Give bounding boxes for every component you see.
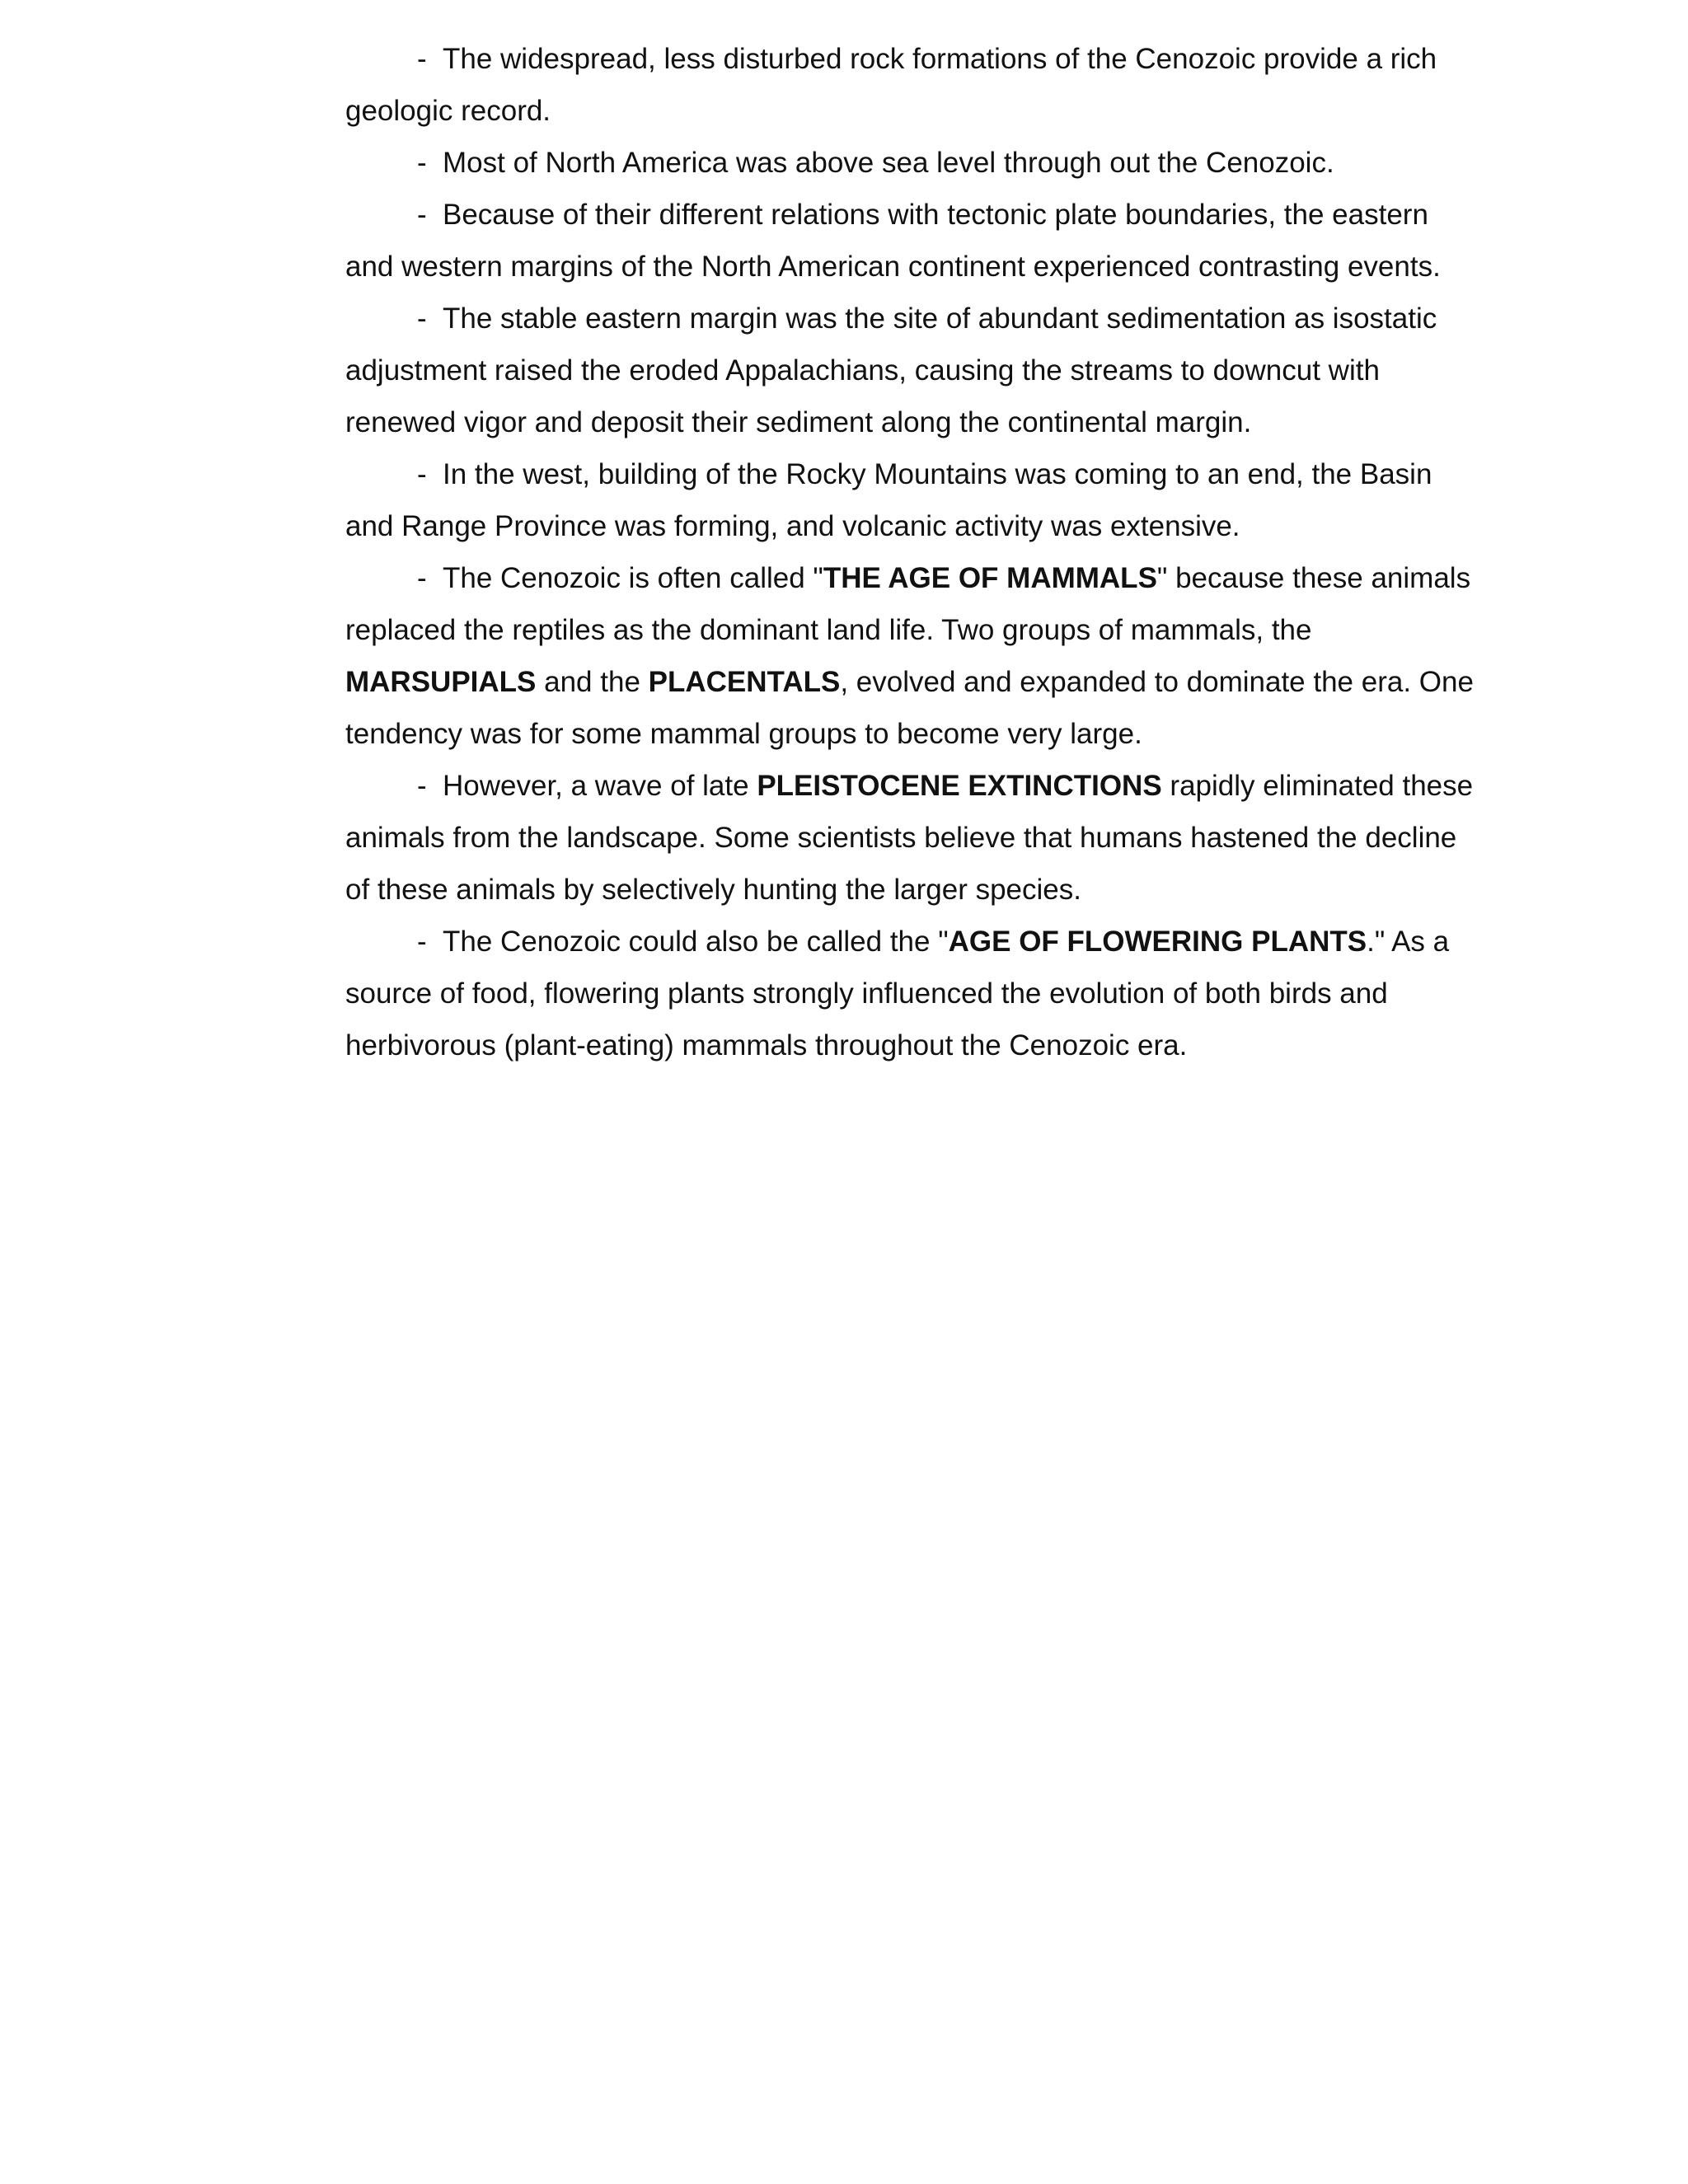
bullet-dash: - (417, 302, 427, 335)
paragraph-text: " because these animals replaced the reptiles as the dominant land life. Two groups of mammals, the (345, 562, 1471, 646)
paragraph-text: Because of their different relations with tectonic plate boundaries, the eastern and western margins of the North American continent experienced contrasting events. (345, 199, 1441, 283)
bold-term: AGE OF FLOWERING PLANTS (948, 926, 1367, 958)
bold-term: PLACENTALS (648, 666, 841, 698)
paragraph-8 (345, 916, 1483, 1071)
bullet-dash: - (417, 562, 427, 594)
bullet-dash: - (417, 43, 427, 75)
paragraph-3 (345, 189, 1483, 293)
paragraph-text: rapidly eliminated these animals from the landscape. Some scientists believe that humans hastened the decline of these animals by selectively hunting the larger species. (345, 770, 1474, 906)
bullet-dash: - (417, 199, 427, 231)
paragraph-6 (345, 552, 1483, 760)
bullet-dash: - (417, 147, 427, 179)
paragraph-7 (345, 760, 1483, 916)
bold-term: THE AGE OF MAMMALS (823, 562, 1157, 594)
paragraph-4 (345, 293, 1483, 448)
paragraph-5 (345, 448, 1483, 552)
paragraph-text: However, a wave of late (443, 770, 757, 802)
document-body (345, 33, 1483, 1071)
bullet-dash: - (417, 926, 427, 958)
paragraph-text: The widespread, less disturbed rock formations of the Cenozoic provide a rich geologic record. (345, 43, 1437, 127)
paragraph-1 (345, 33, 1483, 137)
bullet-dash: - (417, 770, 427, 802)
paragraph-text: Most of North America was above sea level through out the Cenozoic. (443, 147, 1334, 179)
paragraph-text: In the west, building of the Rocky Mountains was coming to an end, the Basin and Range Province was forming, and volcanic activity was extensive. (345, 458, 1432, 542)
paragraph-2 (345, 137, 1483, 189)
bold-term: MARSUPIALS (345, 666, 537, 698)
paragraph-text: and the (536, 666, 649, 698)
bold-term: PLEISTOCENE EXTINCTIONS (757, 770, 1162, 802)
paragraph-text: The Cenozoic could also be called the " (443, 926, 949, 958)
paragraph-text: The stable eastern margin was the site of abundant sedimentation as isostatic adjustment raised the eroded Appalachians, causing the streams to downcut with renewed vigor and deposit their sediment along the continental margin. (345, 302, 1437, 438)
paragraph-text: The Cenozoic is often called " (443, 562, 823, 594)
bullet-dash: - (417, 458, 427, 490)
paragraph-text: , evolved and expanded to dominate the era. One tendency was for some mammal groups to become very large. (345, 666, 1474, 750)
paragraph-text: ." As a source of food, flowering plants strongly influenced the evolution of both birds and herbivorous (plant-eating) mammals throughout the Cenozoic era. (345, 926, 1450, 1062)
